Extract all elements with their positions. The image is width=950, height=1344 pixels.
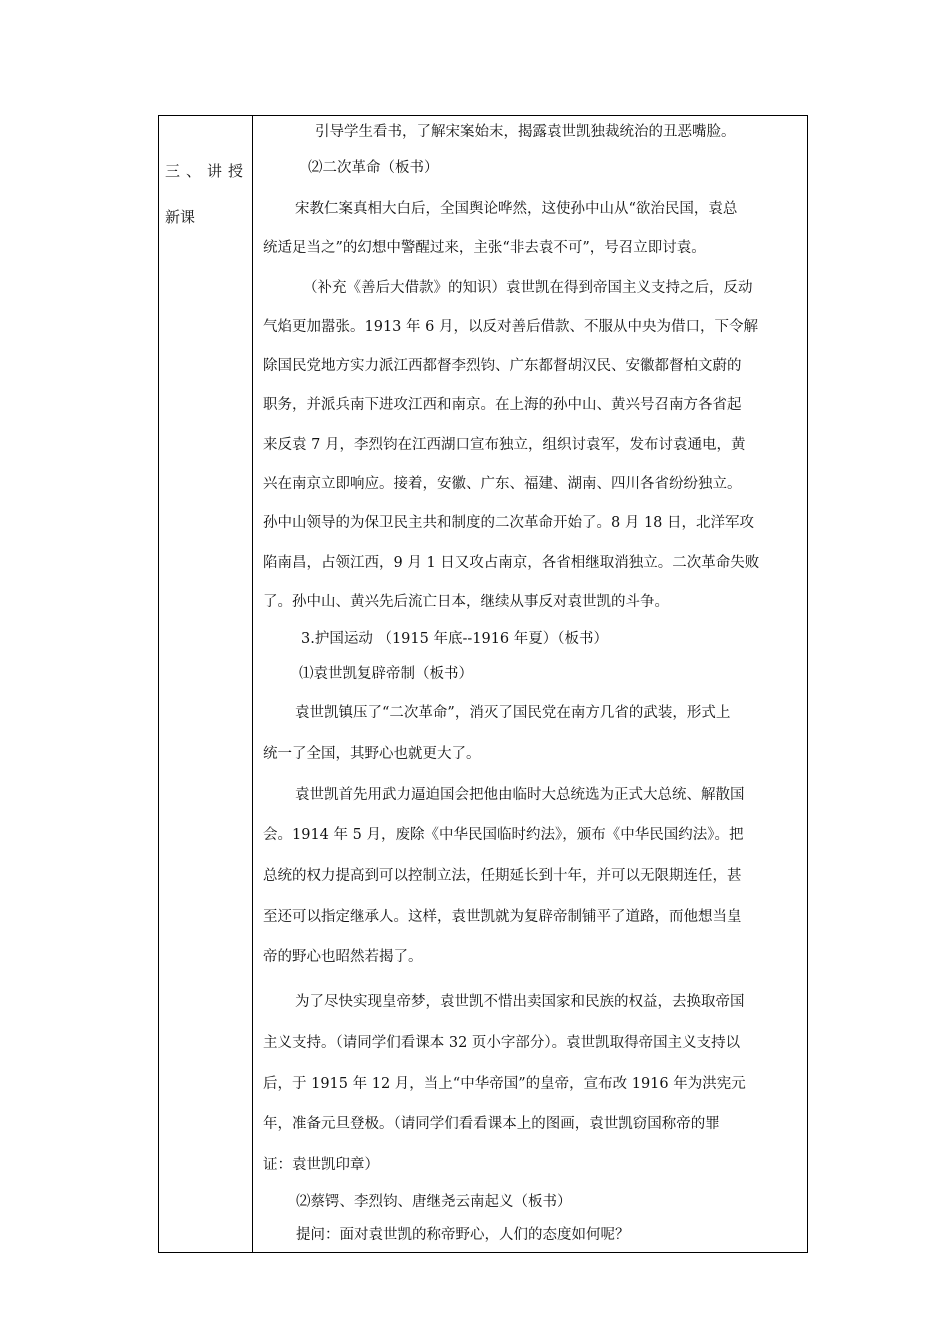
section-label-line-2: 新课: [165, 208, 196, 226]
text-line: 至还可以指定继承人。这样，袁世凯就为复辟帝制铺平了道路，而他想当皇: [263, 908, 742, 925]
heading-restore-monarchy: [263, 657, 803, 692]
text-line: 证：袁世凯印章）: [263, 1157, 379, 1173]
text-line: 职务，并派兵南下进攻江西和南京。在上海的孙中山、黄兴号召南方各省起: [263, 397, 742, 414]
paragraph-song-case: [263, 190, 803, 269]
text-line: 为了尽快实现皇帝梦，袁世凯不惜出卖国家和民族的权益，去换取帝国: [295, 994, 745, 1011]
text-line: 会。1914 年 5 月，废除《中华民国临时约法》，颁布《中华民国约法》。把: [263, 827, 744, 844]
text-line: 气焰更加嚣张。1913 年 6 月，以反对善后借款、不服从中央为借口，下令解: [263, 318, 758, 335]
paragraph-suppression: [263, 693, 803, 774]
paragraph-guide-reading: [263, 114, 803, 150]
paragraph-question: [263, 1219, 803, 1252]
text-line: 后，于 1915 年 12 月，当上“中华帝国”的皇帝，宣布改 1916 年为洪宪元: [263, 1075, 746, 1092]
text-line: ⑵蔡锷、李烈钧、唐继尧云南起义（板书）: [296, 1193, 572, 1210]
text-line: 孙中山领导的为保卫民主共和制度的二次革命开始了。8 月 18 日，北洋军攻: [263, 515, 755, 532]
text-line: 总统的权力提高到可以控制立法，任期延长到十年，并可以无限期连任，甚: [263, 868, 742, 885]
heading-national-protection: [263, 622, 803, 657]
text-line: 帝的野心也昭然若揭了。: [263, 949, 423, 966]
text-line: 了。孙中山、黄兴先后流亡日本，继续从事反对袁世凯的斗争。: [263, 593, 669, 610]
paragraph-emperor-dream: [263, 982, 803, 1186]
text-line: 引导学生看书，了解宋案始末，揭露袁世凯独裁统治的丑恶嘴脸。: [315, 124, 736, 140]
text-line: ⑵二次革命（板书）: [308, 160, 439, 176]
text-line: 提问：面对袁世凯的称帝野心，人们的态度如何呢？: [296, 1226, 630, 1243]
text-line: 主义支持。（请同学们看课本 32 页小字部分）。袁世凯取得帝国主义支持以: [263, 1034, 741, 1051]
paragraph-force-parliament: [263, 775, 803, 979]
lesson-content-cell: [263, 114, 803, 1252]
text-line: 统适足当之”的幻想中警醒过来，主张“非去袁不可”，号召立即讨袁。: [263, 240, 706, 257]
text-line: 3.护国运动 （1915 年底--1916 年夏）（板书）: [301, 631, 609, 648]
text-line: 兴在南京立即响应。接着，安徽、广东、福建、湖南、四川各省纷纷独立。: [263, 476, 742, 493]
paragraph-reorganization-loan: [263, 269, 803, 623]
text-line: ⑴袁世凯复辟帝制（板书）: [299, 665, 473, 682]
heading-yunnan-uprising: [263, 1186, 803, 1219]
section-label-line-1: 三、讲授: [165, 162, 250, 180]
text-line: 年，准备元旦登极。（请同学们看看课本上的图画，袁世凯窃国称帝的罪: [263, 1116, 720, 1133]
text-line: 来反袁 7 月，李烈钧在江西湖口宣布独立，组织讨袁军，发布讨袁通电，黄: [263, 436, 746, 453]
text-line: 宋教仁案真相大白后，全国舆论哗然，这使孙中山从“欲治民国，袁总: [295, 201, 738, 217]
text-line: 除国民党地方实力派江西都督李烈钧、广东都督胡汉民、安徽都督柏文蔚的: [263, 358, 742, 375]
text-line: 陷南昌，占领江西，9 月 1 日又攻占南京，各省相继取消独立。二次革命失败: [263, 554, 760, 571]
heading-second-revolution: [263, 150, 803, 186]
column-divider: [252, 115, 253, 1253]
text-line: （补充《善后大借款》的知识）袁世凯在得到帝国主义支持之后，反动: [303, 279, 753, 296]
text-line: 袁世凯首先用武力逼迫国会把他由临时大总统选为正式大总统、解散国: [295, 786, 745, 803]
section-label-cell: [165, 148, 249, 240]
text-line: 袁世凯镇压了“二次革命”，消灭了国民党在南方几省的武装，形式上: [295, 705, 731, 722]
text-line: 统一了全国，其野心也就更大了。: [263, 745, 481, 762]
